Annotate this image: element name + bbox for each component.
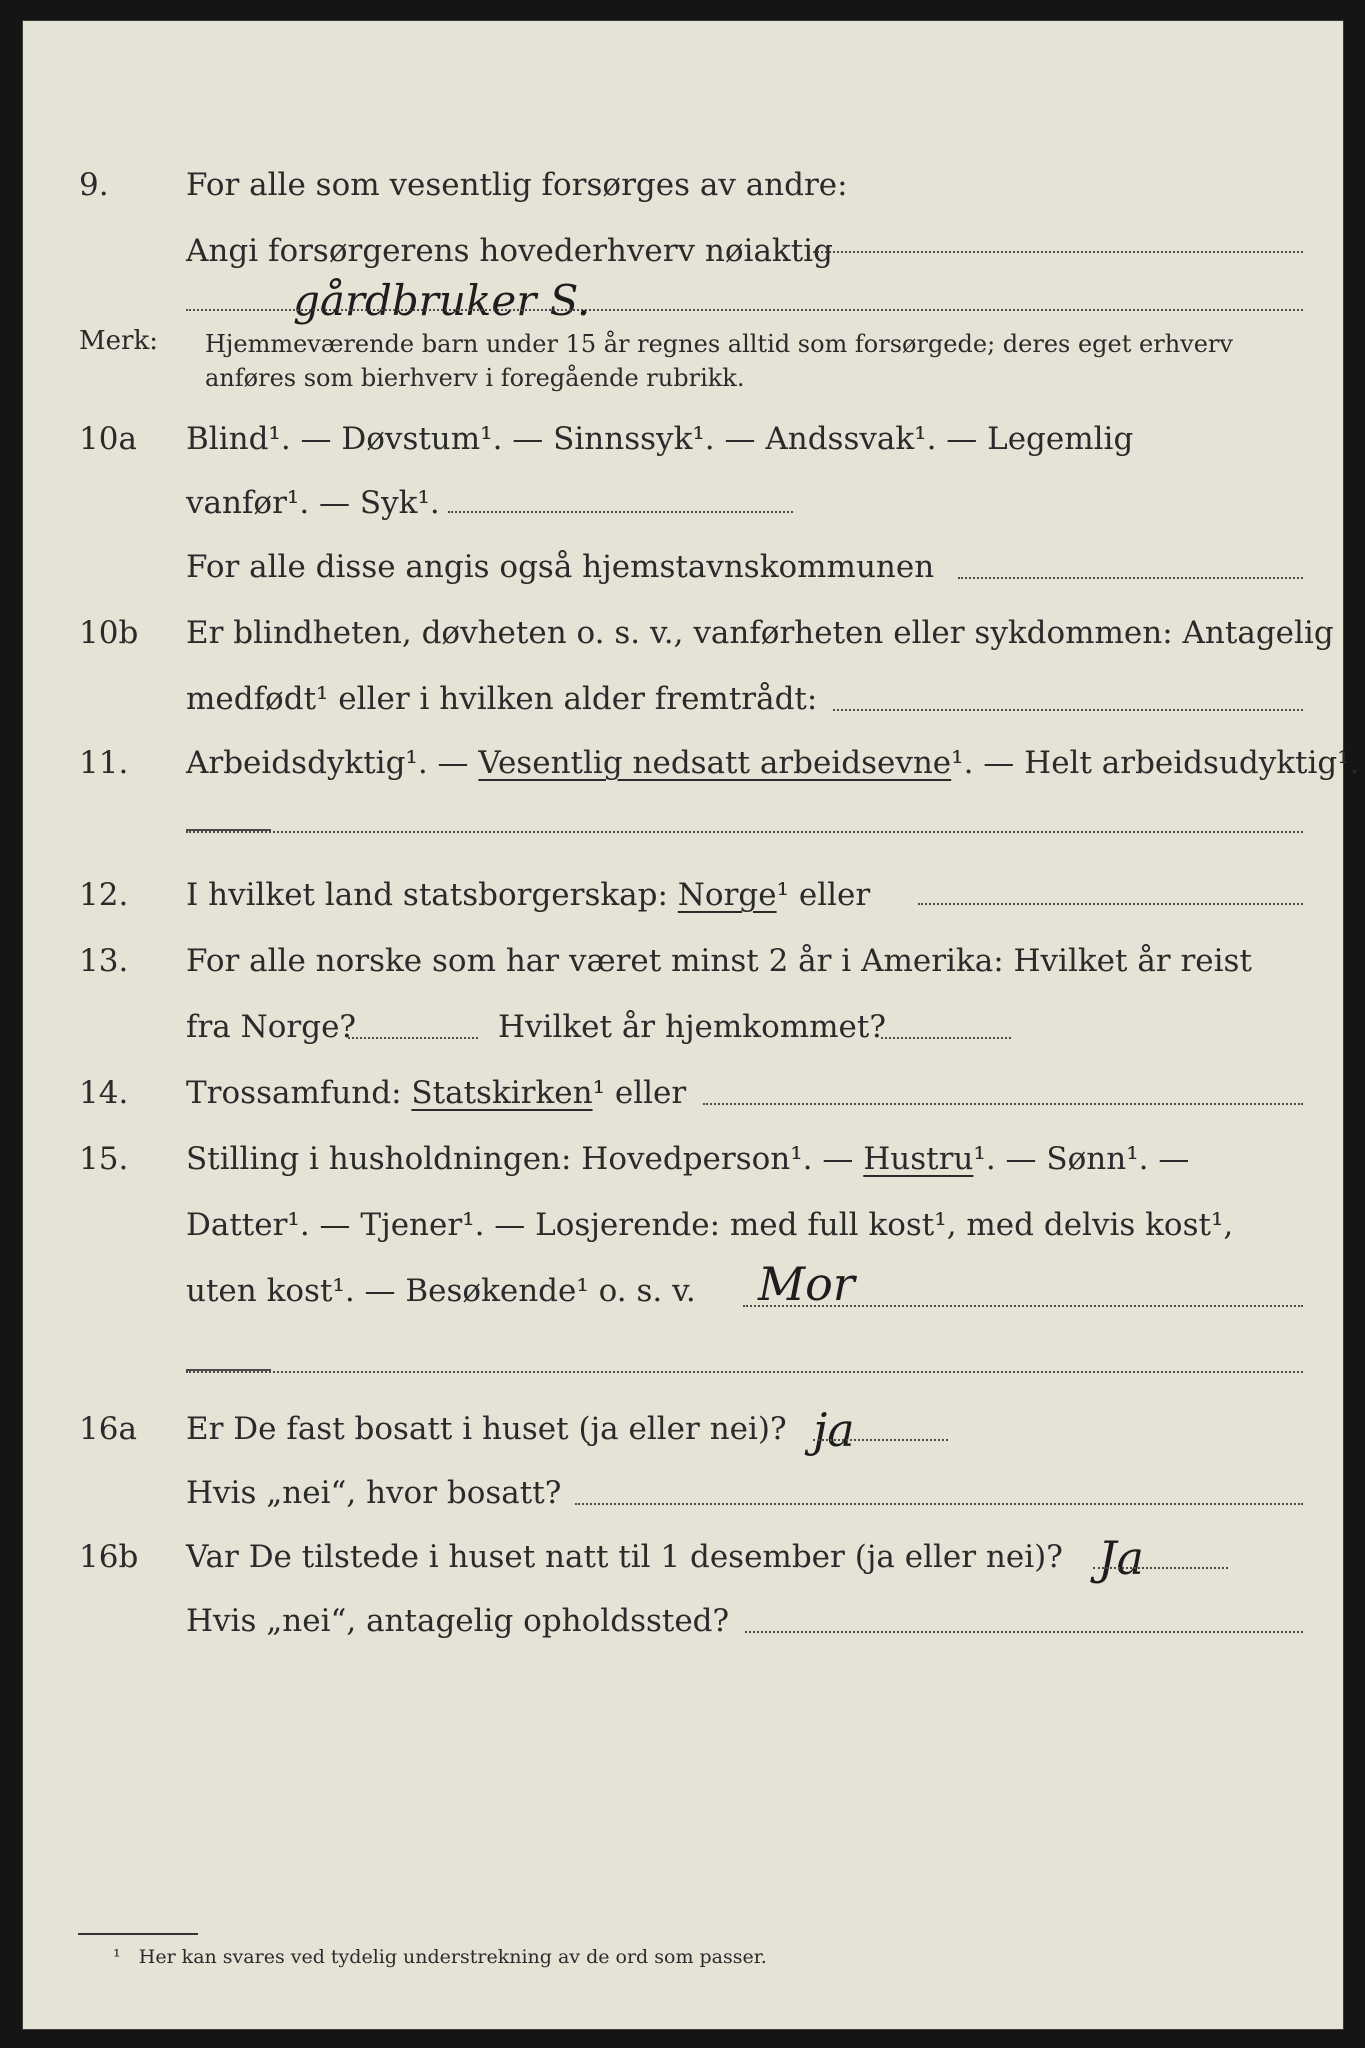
question-11-marked-option: Vesentlig nedsatt arbeidsevne	[478, 745, 952, 781]
question-9-line-2: Angi forsørgerens hovederhverv nøiaktig	[186, 233, 833, 269]
question-15-fill-line-2	[186, 1371, 1303, 1373]
question-15-line-2: Datter¹. — Tjener¹. — Losjerende: med full kost¹, med delvis kost¹,	[186, 1207, 1234, 1243]
question-15-text: Stilling i husholdningen: Hovedperson¹. —	[186, 1141, 864, 1177]
question-10b-line-2: medfødt¹ eller i hvilken alder fremtrådt:	[186, 681, 818, 717]
footnote	[113, 1946, 767, 1968]
question-11-option-able: Arbeidsdyktig¹. —	[186, 745, 479, 781]
footnote-text: Her kan svares ved tydelig understrekning av de ord som passer.	[138, 1946, 767, 1968]
question-16a-number: 16a	[79, 1411, 137, 1447]
question-15-line-1	[186, 1141, 1189, 1177]
question-14-fill-line	[703, 1103, 1303, 1105]
question-9-handwritten-answer: gårdbruker S.	[293, 276, 591, 325]
question-15-number: 15.	[79, 1141, 129, 1177]
question-12-text: I hvilket land statsborgerskap:	[186, 877, 678, 913]
question-10b-line-1: Er blindheten, døvheten o. s. v., vanførheten eller sykdommen: Antagelig	[186, 615, 1334, 651]
question-16b-line-1: Var De tilstede i huset natt til 1 desember (ja eller nei)?	[186, 1539, 1063, 1575]
question-14-text: Trossamfund:	[186, 1075, 412, 1111]
question-9-line-1: For alle som vesentlig forsørges av andre:	[186, 167, 848, 203]
question-14-line	[186, 1075, 686, 1111]
question-11-short-rule	[186, 829, 271, 831]
question-11-option-unable: ¹. — Helt arbeidsudyktig¹.	[951, 745, 1360, 781]
question-9-number: 9.	[79, 167, 109, 203]
question-13-line-2b: Hvilket år hjemkommet?	[498, 1009, 886, 1045]
question-13-line-2a: fra Norge?	[186, 1009, 357, 1045]
question-10b-fill-line	[833, 709, 1303, 711]
question-16b-handwritten-answer: Ja	[1098, 1531, 1144, 1585]
question-9-fill-line	[813, 251, 1303, 253]
question-14-number: 14.	[79, 1075, 129, 1111]
question-15-handwritten-answer: Mor	[758, 1257, 855, 1311]
question-10a-line-3: For alle disse angis også hjemstavnskommunen	[186, 549, 935, 585]
question-9-answer-line	[186, 309, 1303, 311]
question-16b-fill-line-1	[1093, 1567, 1228, 1569]
question-12-fill-line	[918, 903, 1303, 905]
note-line-1: Hjemmeværende barn under 15 år regnes alltid som forsørgede; deres eget erhverv	[205, 330, 1233, 358]
question-15-short-rule	[186, 1369, 271, 1371]
question-16b-number: 16b	[79, 1539, 139, 1575]
question-16a-line-1: Er De fast bosatt i huset (ja eller nei)?	[186, 1411, 787, 1447]
question-10a-line-2: vanfør¹. — Syk¹.	[186, 485, 440, 521]
question-10b-number: 10b	[79, 615, 139, 651]
question-16a-fill-line-2	[575, 1503, 1303, 1505]
question-15-marked-option: Hustru	[863, 1141, 974, 1177]
question-16a-line-2: Hvis „nei“, hvor bosatt?	[186, 1475, 562, 1511]
question-13-number: 13.	[79, 943, 129, 979]
census-form-page	[22, 20, 1360, 2030]
footnote-rule	[78, 1933, 198, 1935]
question-14-marked-option: Statskirken	[411, 1075, 593, 1111]
question-10a-line-1: Blind¹. — Døvstum¹. — Sinnssyk¹. — Andssvak¹. — Legemlig	[186, 421, 1134, 457]
question-10a-number: 10a	[79, 421, 137, 457]
question-12-marked-option: Norge	[677, 877, 777, 913]
question-12-suffix: ¹ eller	[776, 877, 871, 913]
question-12-line	[186, 877, 870, 913]
question-14-suffix: ¹ eller	[592, 1075, 687, 1111]
question-11-line	[186, 745, 1360, 781]
question-15-line-3: uten kost¹. — Besøkende¹ o. s. v.	[186, 1273, 696, 1309]
question-13-fill-line-2	[881, 1037, 1011, 1039]
question-13-fill-line-1	[348, 1037, 478, 1039]
question-11-fill-line	[186, 831, 1303, 833]
question-16a-handwritten-answer: ja	[813, 1403, 855, 1457]
question-16b-fill-line-2	[745, 1631, 1303, 1633]
question-11-number: 11.	[79, 745, 129, 781]
question-15-fill-line-1	[743, 1305, 1303, 1307]
question-16b-line-2: Hvis „nei“, antagelig opholdssted?	[186, 1603, 730, 1639]
question-10a-fill-line-2	[958, 577, 1303, 579]
note-line-2: anføres som bierhverv i foregående rubrikk.	[205, 364, 745, 392]
question-13-line-1: For alle norske som har været minst 2 år i Amerika: Hvilket år reist	[186, 943, 1252, 979]
question-12-number: 12.	[79, 877, 129, 913]
question-16a-fill-line-1	[813, 1439, 948, 1441]
note-label: Merk:	[79, 326, 158, 356]
question-15-options-tail: ¹. — Sønn¹. —	[973, 1141, 1190, 1177]
footnote-mark: ¹	[113, 1946, 121, 1968]
question-10a-fill-line-1	[448, 511, 793, 513]
